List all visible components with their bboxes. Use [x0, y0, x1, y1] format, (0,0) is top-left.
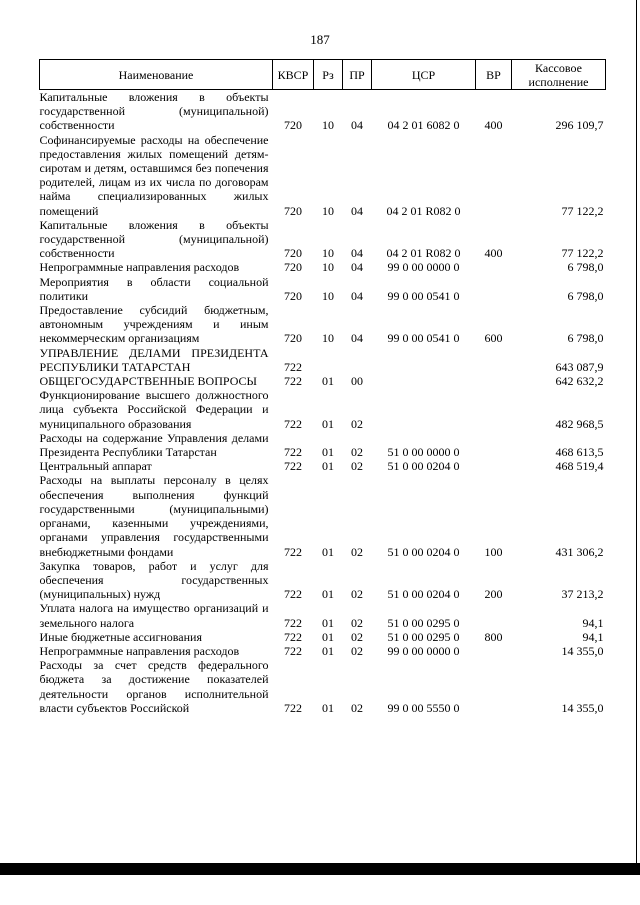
cell-csr: [372, 346, 476, 374]
cell-kvsr: 722: [284, 629, 302, 644]
cell-pr: 02: [351, 629, 363, 644]
cell-vr: [476, 275, 512, 303]
cell-pr: 02: [351, 544, 363, 559]
cell-pr: 02: [351, 459, 363, 474]
cell-csr: 51 0 00 0295 0: [387, 629, 460, 644]
cell-pr: 00: [351, 374, 363, 389]
table-row: [40, 133, 606, 218]
cell-rz: 01: [322, 459, 334, 474]
cell-vr: [476, 346, 512, 374]
cell-name: Непрограммные направления расходов: [39, 643, 240, 658]
cell-name: Капитальные вложения в объекты государственной (муниципальной) собственности: [39, 217, 269, 261]
cell-rz: 01: [322, 445, 334, 460]
cell-kvsr: 722: [284, 615, 302, 630]
cell-rz: 01: [322, 587, 334, 602]
cell-name: Иные бюджетные ассигнования: [39, 629, 202, 644]
header-name: Наименование: [40, 60, 273, 90]
cell-name: Мероприятия в области социальной политики: [39, 274, 269, 303]
cell-rz: 01: [322, 544, 334, 559]
cell-kvsr: 722: [284, 544, 302, 559]
cell-csr: [372, 388, 476, 431]
cell-vr: 600: [484, 331, 503, 346]
header-rz: Рз: [314, 60, 343, 90]
cell-name: Расходы на выплаты персоналу в целях обеспечения выполнения функций государственными (муниципальными) органами, казенными учреждениями, органами управления государственными внебюджетными фондами: [39, 473, 269, 559]
cell-rz: 01: [322, 416, 334, 431]
table-row: [40, 388, 606, 431]
header-amount: Кассовое исполнение: [512, 60, 606, 90]
cell-pr: 04: [351, 288, 363, 303]
table-row: [40, 473, 606, 558]
cell-amount: 77 122,2: [561, 203, 604, 218]
cell-kvsr: 722: [284, 416, 302, 431]
cell-rz: 01: [322, 643, 334, 658]
cell-amount: 6 798,0: [567, 260, 604, 275]
table-row: [40, 459, 606, 473]
cell-amount: 14 355,0: [561, 700, 604, 715]
cell-csr: [372, 374, 476, 388]
cell-kvsr: 720: [284, 288, 302, 303]
cell-amount: 468 519,4: [555, 459, 604, 474]
cell-pr: 02: [351, 445, 363, 460]
cell-csr: 99 0 00 0000 0: [387, 643, 460, 658]
header-kvsr: КВСР: [273, 60, 314, 90]
cell-amount: 431 306,2: [555, 544, 604, 559]
cell-vr: [476, 601, 512, 629]
cell-pr: [343, 346, 372, 374]
budget-table: [39, 59, 606, 715]
cell-name: УПРАВЛЕНИЕ ДЕЛАМИ ПРЕЗИДЕНТА РЕСПУБЛИКИ ТАТАРСТАН: [39, 345, 269, 374]
cell-name: Софинансируемые расходы на обеспечение предоставления жилых помещений детям-сиротам и детям, оставшимся без попечения родителей, лицам из их числа по договорам найма специализированных жилых помещений: [39, 132, 269, 218]
cell-rz: 01: [322, 700, 334, 715]
header-vr: ВР: [476, 60, 512, 90]
cell-csr: 04 2 01 R082 0: [386, 203, 461, 218]
table-row: [40, 275, 606, 303]
cell-kvsr: 720: [284, 331, 302, 346]
cell-pr: 02: [351, 587, 363, 602]
table-row: [40, 374, 606, 388]
cell-vr: [476, 260, 512, 274]
cell-vr: 400: [484, 118, 503, 133]
table-row: [40, 346, 606, 374]
cell-vr: [476, 459, 512, 473]
cell-vr: 100: [484, 544, 503, 559]
cell-vr: [476, 374, 512, 388]
table-header-row: [40, 60, 606, 90]
cell-vr: 400: [484, 246, 503, 261]
cell-name: Центральный аппарат: [39, 459, 152, 474]
table-row: [40, 218, 606, 261]
cell-csr: 51 0 00 0000 0: [387, 445, 460, 460]
cell-pr: 02: [351, 416, 363, 431]
cell-rz: [314, 346, 343, 374]
cell-name: Уплата налога на имущество организаций и земельного налога: [39, 601, 269, 630]
cell-amount: 296 109,7: [555, 118, 604, 133]
cell-amount: 643 087,9: [555, 359, 604, 374]
cell-amount: 77 122,2: [561, 246, 604, 261]
cell-pr: 04: [351, 203, 363, 218]
cell-kvsr: 720: [284, 260, 302, 275]
cell-kvsr: 722: [284, 643, 302, 658]
cell-kvsr: 722: [284, 587, 302, 602]
cell-kvsr: 720: [284, 246, 302, 261]
cell-csr: 99 0 00 5550 0: [387, 700, 460, 715]
cell-rz: 10: [322, 203, 334, 218]
cell-amount: 94,1: [582, 629, 604, 644]
cell-amount: 94,1: [582, 615, 604, 630]
cell-kvsr: 722: [284, 445, 302, 460]
cell-kvsr: 720: [284, 118, 302, 133]
table-row: [40, 303, 606, 346]
cell-rz: 10: [322, 260, 334, 275]
cell-pr: 04: [351, 331, 363, 346]
cell-vr: 800: [484, 629, 503, 644]
cell-name: Функционирование высшего должностного лица субъекта Российской Федерации и муниципального образования: [39, 388, 269, 431]
cell-pr: 02: [351, 615, 363, 630]
cell-pr: 02: [351, 643, 363, 658]
cell-csr: 04 2 01 R082 0: [386, 246, 461, 261]
cell-name: Непрограммные направления расходов: [39, 260, 240, 275]
cell-amount: 6 798,0: [567, 288, 604, 303]
cell-rz: 10: [322, 246, 334, 261]
cell-rz: 10: [322, 331, 334, 346]
cell-csr: 51 0 00 0204 0: [387, 459, 460, 474]
cell-vr: [476, 388, 512, 431]
cell-rz: 01: [322, 629, 334, 644]
cell-csr: 99 0 00 0541 0: [387, 288, 460, 303]
cell-kvsr: 722: [284, 459, 302, 474]
cell-name: ОБЩЕГОСУДАРСТВЕННЫЕ ВОПРОСЫ: [39, 374, 257, 389]
cell-name: Закупка товаров, работ и услуг для обеспечения государственных (муниципальных) нужд: [39, 558, 269, 602]
table-row: [40, 630, 606, 644]
cell-amount: 14 355,0: [561, 643, 604, 658]
cell-name: Расходы за счет средств федерального бюджета за достижение показателей деятельности органов исполнительной власти субъектов Российской: [39, 658, 269, 715]
table-row: [40, 658, 606, 715]
header-csr: ЦСР: [372, 60, 476, 90]
cell-kvsr: 722: [284, 374, 302, 389]
cell-amount: 468 613,5: [555, 445, 604, 460]
cell-kvsr: 720: [284, 203, 302, 218]
scan-bottom-bar: [0, 863, 640, 875]
cell-name: Расходы на содержание Управления делами Президента Республики Татарстан: [39, 430, 269, 460]
scan-edge-line: [636, 0, 637, 863]
cell-vr: [476, 133, 512, 218]
table-row: [40, 644, 606, 658]
page-number: 187: [310, 32, 330, 47]
header-pr: ПР: [343, 60, 372, 90]
cell-vr: 200: [484, 587, 503, 602]
cell-pr: 04: [351, 118, 363, 133]
cell-vr: [476, 431, 512, 459]
table-row: [40, 90, 606, 133]
table-row: [40, 601, 606, 629]
table-row: [40, 431, 606, 459]
cell-name: Капитальные вложения в объекты государственной (муниципальной) собственности: [39, 90, 269, 133]
cell-csr: 99 0 00 0000 0: [387, 260, 460, 275]
cell-pr: 02: [351, 700, 363, 715]
cell-amount: 642 632,2: [555, 374, 604, 389]
table-row: [40, 260, 606, 274]
cell-vr: [476, 658, 512, 715]
cell-name: Предоставление субсидий бюджетным, автономным учреждениям и иным некоммерческим организациям: [39, 303, 269, 346]
cell-vr: [476, 644, 512, 658]
cell-csr: 51 0 00 0295 0: [387, 615, 460, 630]
cell-csr: 51 0 00 0204 0: [387, 587, 460, 602]
table-body: [40, 90, 606, 715]
cell-pr: 04: [351, 246, 363, 261]
cell-kvsr: 722: [284, 359, 302, 374]
cell-rz: 01: [322, 374, 334, 389]
cell-rz: 10: [322, 118, 334, 133]
cell-rz: 10: [322, 288, 334, 303]
table-row: [40, 559, 606, 602]
cell-csr: 51 0 00 0204 0: [387, 544, 460, 559]
cell-rz: 01: [322, 615, 334, 630]
cell-csr: 99 0 00 0541 0: [387, 331, 460, 346]
cell-pr: 04: [351, 260, 363, 275]
cell-kvsr: 722: [284, 700, 302, 715]
cell-csr: 04 2 01 6082 0: [387, 118, 460, 133]
cell-amount: 6 798,0: [567, 331, 604, 346]
cell-amount: 37 213,2: [561, 587, 604, 602]
cell-amount: 482 968,5: [555, 416, 604, 431]
